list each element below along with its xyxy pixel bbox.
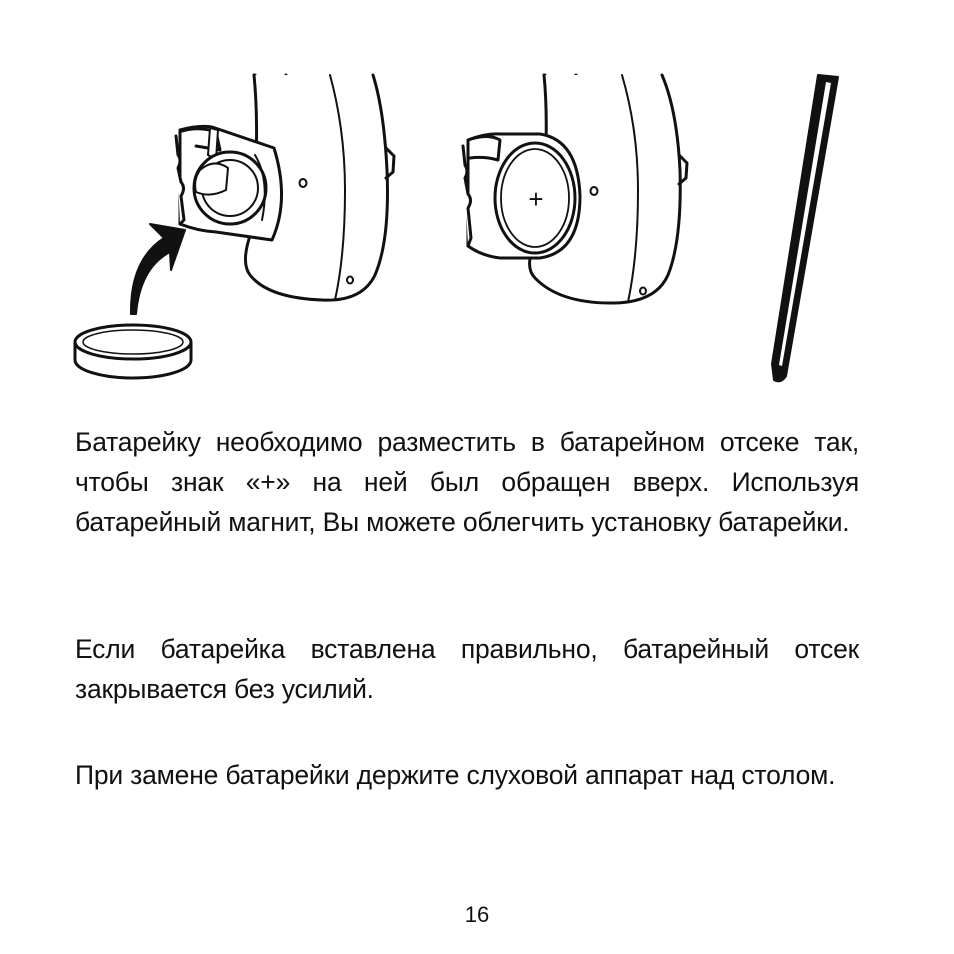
hearing-aid-open-compartment-icon: [176, 75, 394, 300]
instruction-paragraph-2: Если батарейка вставлена правильно, батарейный отсек закрывается без усилий.: [75, 634, 859, 704]
instruction-paragraph-1: Батарейку необходимо разместить в батарейном отсеке так, чтобы знак «+» на ней был обращен вверх. Используя батарейный магнит, Вы можете облегчить установку батарейки.: [75, 427, 859, 537]
illustrations: [0, 0, 954, 400]
hearing-aid-battery-inserted-icon: [463, 75, 687, 303]
battery-magnet-icon: [772, 75, 838, 381]
instruction-paragraph-3: При замене батарейки держите слуховой аппарат над столом.: [75, 760, 836, 790]
page-number: 16: [464, 902, 490, 927]
battery-icon: [75, 325, 191, 378]
insert-arrow-icon: [131, 224, 185, 314]
battery-plus-symbol: +: [528, 184, 544, 214]
